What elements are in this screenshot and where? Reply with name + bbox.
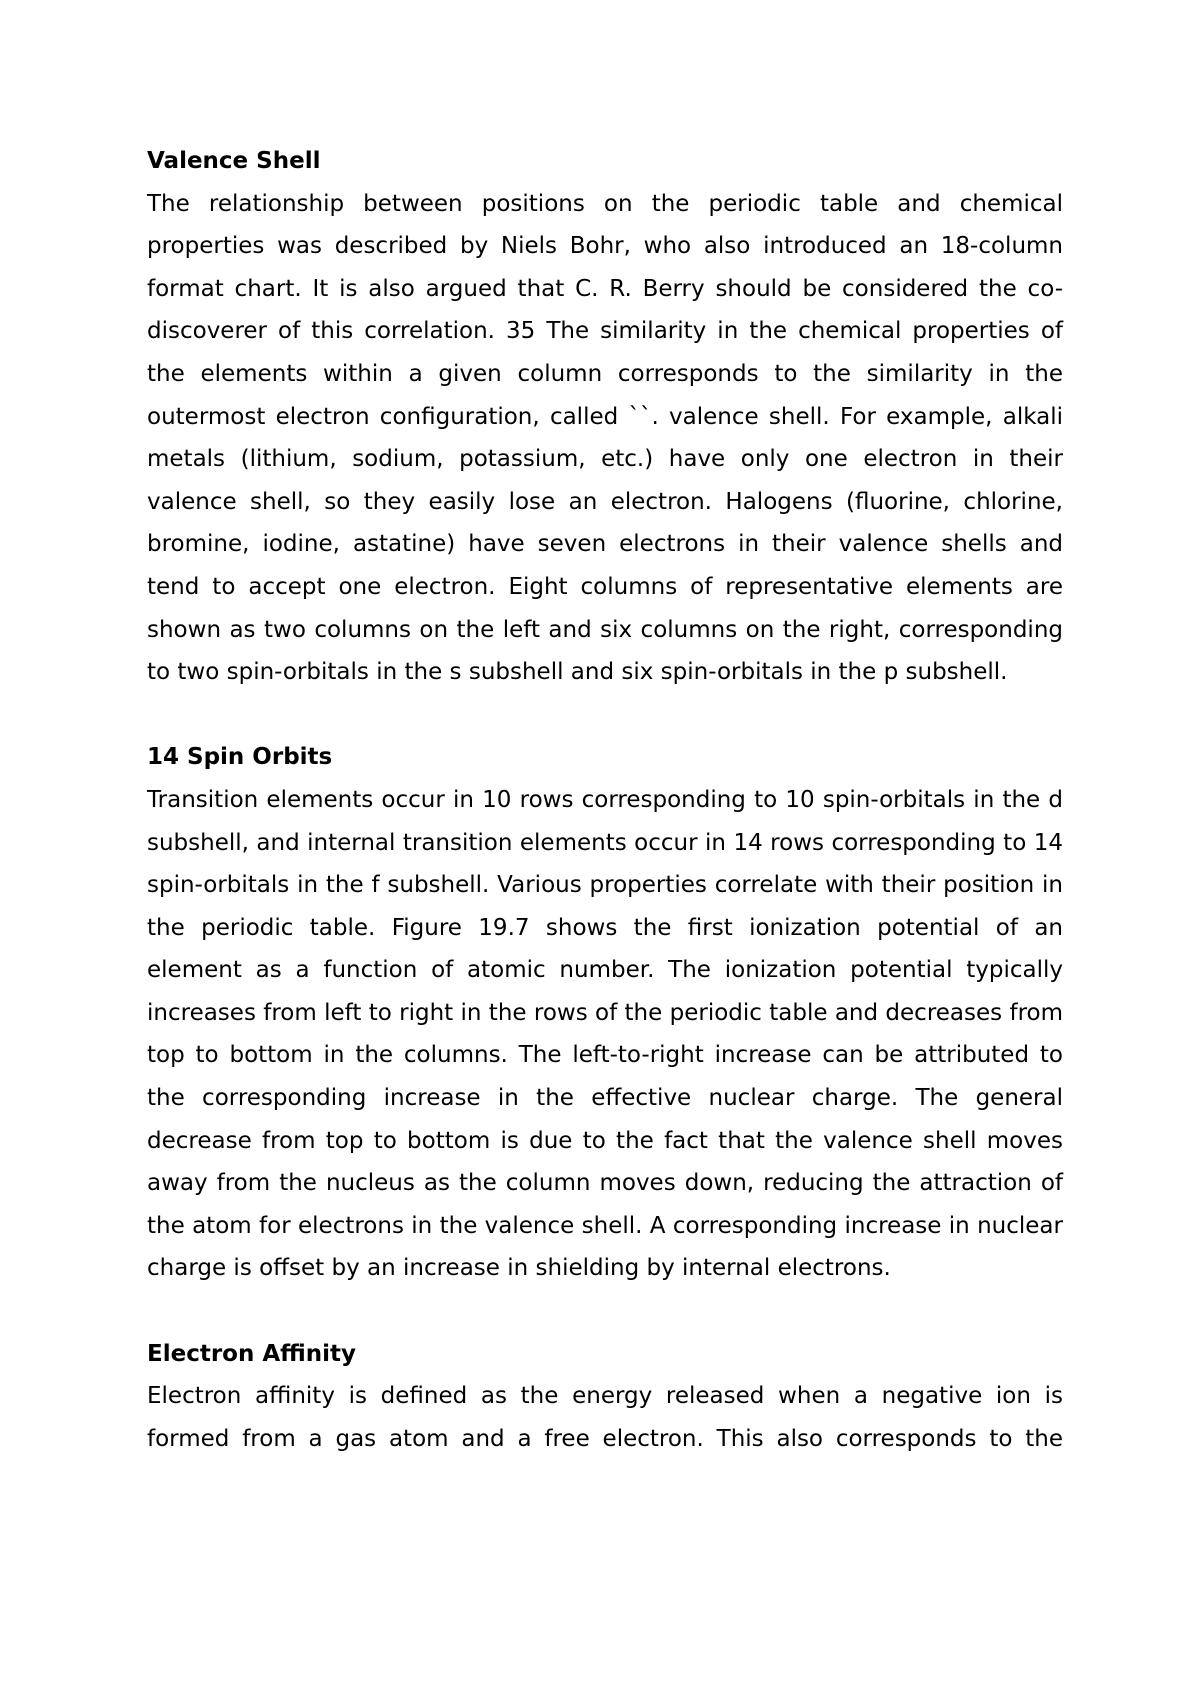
section-heading-electron-affinity: Electron Affinity bbox=[147, 1340, 357, 1367]
section-heading-spin-orbits: 14 Spin Orbits bbox=[147, 744, 333, 771]
section-body-spin-orbits: Transition elements occur in 10 rows corresponding to 10 spin-orbitals in the d subshell, and internal transition elements occur in 14 rows corresponding to 14 spin-orbitals in the f subshell. Various properties correlate with their position in the periodic table. Figure 19.7 shows the first ionization potential of an element as a function of atomic number. The ionization potential typically increases from left to right in the rows of the periodic table and decreases from top to bottom in the columns. The left-to-right increase can be attributed to the corresponding increase in the effective nuclear charge. The general decrease from top to bottom is due to the fact that the valence shell moves away from the nucleus as the column moves down, reducing the attraction of the atom for electrons in the valence shell. A corresponding increase in nuclear charge is offset by an increase in shielding by internal electrons. bbox=[147, 786, 1063, 1282]
paragraph-spacer bbox=[147, 1290, 1063, 1333]
document-page bbox=[147, 140, 1063, 1460]
section-heading-valence-shell: Valence Shell bbox=[147, 148, 321, 174]
section-body-valence-shell: The relationship between positions on the periodic table and chemical properties was described by Niels Bohr, who also introduced an 18-column format chart. It is also argued that C. R. Berry should be considered the co-discoverer of this correlation. 35 The similarity in the chemical properties of the elements within a given column corresponds to the similarity in the outermost electron configuration, called ``. valence shell. For example, alkali metals (lithium, sodium, potassium, etc.) have only one electron in their valence shell, so they easily lose an electron. Halogens (fluorine, chlorine, bromine, iodine, astatine) have seven electrons in their valence shells and tend to accept one electron. Eight columns of representative elements are shown as two columns on the left and six columns on the right, corresponding to two spin-orbitals in the s subshell and six spin-orbitals in the p subshell. bbox=[147, 190, 1063, 686]
paragraph-spacer bbox=[147, 694, 1063, 737]
section-body-electron-affinity: Electron affinity is defined as the energy released when a negative ion is formed from a gas atom and a free electron. This also corresponds to the bbox=[147, 1383, 1063, 1452]
